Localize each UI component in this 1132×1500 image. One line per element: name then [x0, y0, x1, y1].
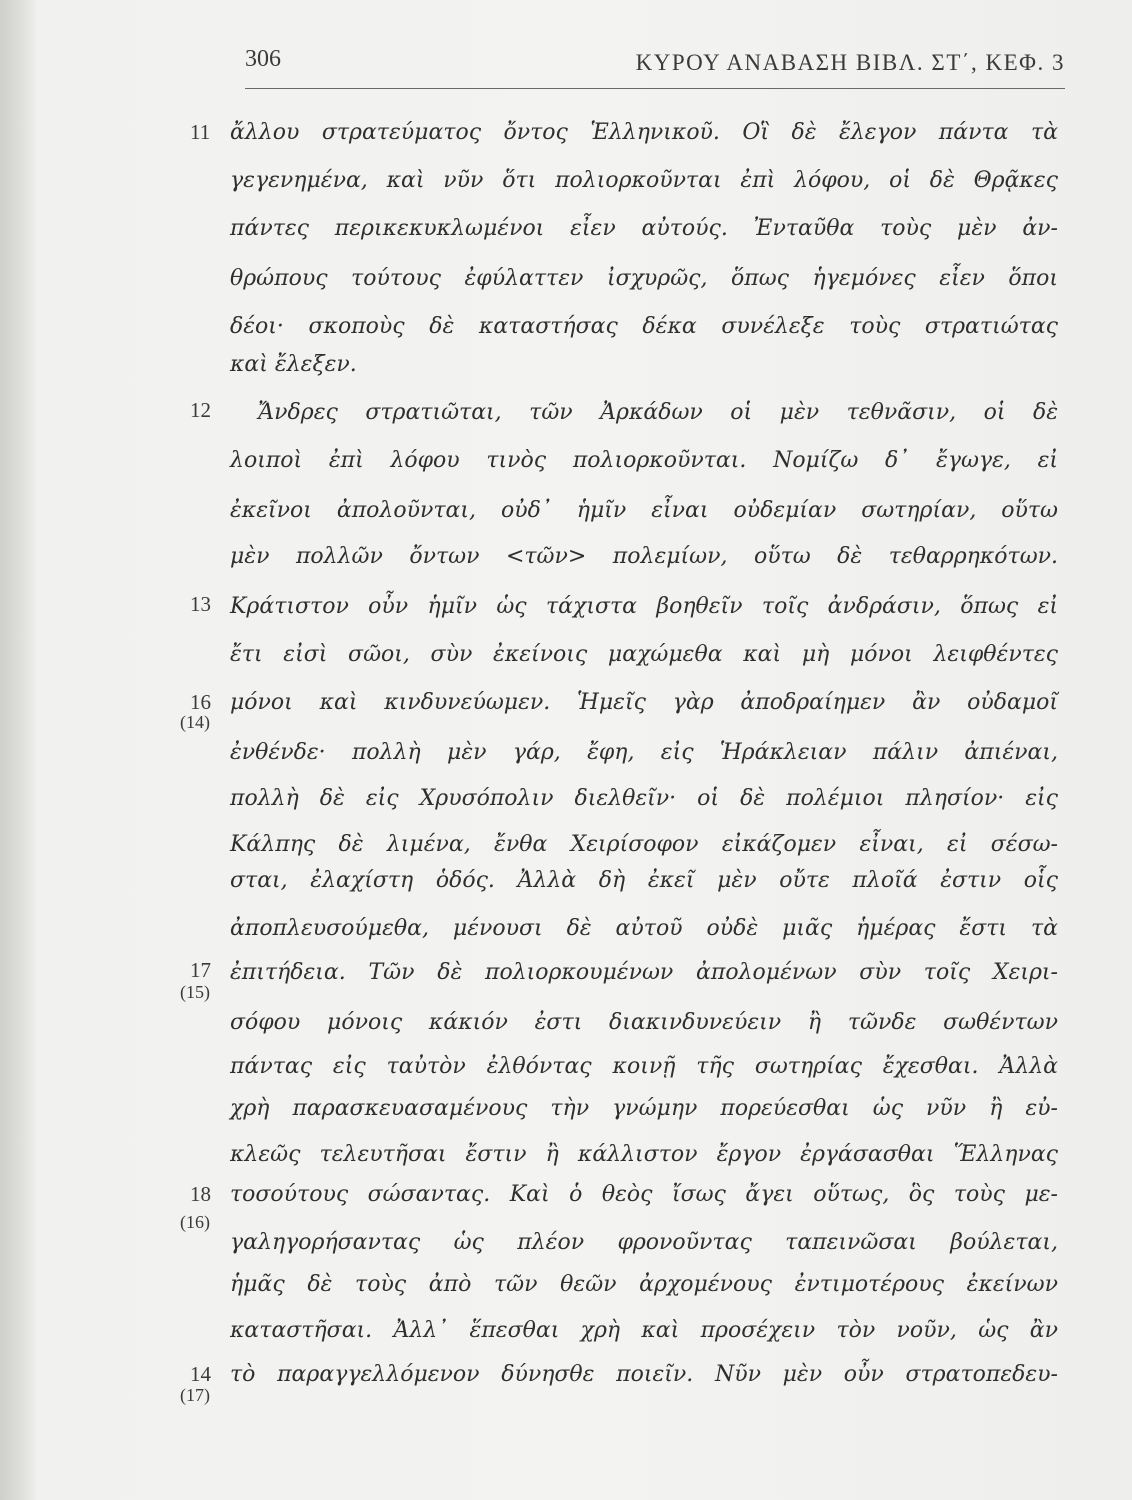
binding-shadow [0, 0, 38, 1500]
text-line: τὸ παραγγελλόμενον δύνησθε ποιεῖν. Νῦν μὲν οὖν στρατοπεδευ- [230, 1362, 1058, 1387]
text-line: σται, ἐλαχίστη ὁδός. Ἀλλὰ δὴ ἐκεῖ μὲν οὔτε πλοῖά ἐστιν οἷς [230, 868, 1058, 893]
text-line: ἡμᾶς δὲ τοὺς ἀπὸ τῶν θεῶν ἀρχομένους ἐντιμοτέρους ἐκείνων [230, 1272, 1058, 1297]
alt-section-number: (15) [180, 982, 210, 1002]
section-number: 16 [190, 690, 211, 714]
text-line: σόφου μόνοις κάκιόν ἐστι διακινδυνεύειν ἢ τῶνδε σωθέντων [230, 1010, 1058, 1035]
section-number: 13 [190, 592, 211, 616]
text-line: ἄλλου στρατεύματος ὄντος Ἑλληνικοῦ. Οἳ δὲ ἔλεγον πάντα τὰ [230, 120, 1058, 145]
text-line: καὶ ἔλεξεν. [230, 352, 357, 377]
section-number: 12 [190, 398, 211, 422]
text-line: μὲν πολλῶν ὄντων <τῶν> πολεμίων, οὕτω δὲ τεθαρρηκότων. [230, 544, 1058, 569]
text-line: Κάλπης δὲ λιμένα, ἔνθα Χειρίσοφον εἰκάζομεν εἶναι, εἰ σέσω- [230, 832, 1058, 857]
text-line: ἀποπλευσούμεθα, μένουσι δὲ αὐτοῦ οὐδὲ μιᾶς ἡμέρας ἔστι τὰ [230, 916, 1058, 941]
section-number: 17 [190, 958, 211, 982]
section-number: 11 [190, 120, 211, 144]
text-line: μόνοι καὶ κινδυνεύωμεν. Ἡμεῖς γὰρ ἀποδραίημεν ἂν οὐδαμοῖ [230, 690, 1058, 715]
text-line: πολλὴ δὲ εἰς Χρυσόπολιν διελθεῖν· οἱ δὲ πολέμιοι πλησίον· εἰς [230, 786, 1058, 811]
text-line: καταστῆσαι. Ἀλλ᾽ ἕπεσθαι χρὴ καὶ προσέχειν τὸν νοῦν, ὡς ἂν [230, 1318, 1058, 1343]
text-line: κλεῶς τελευτῆσαι ἔστιν ἢ κάλλιστον ἔργον ἐργάσασθαι Ἕλληνας [230, 1142, 1058, 1167]
text-line: γαληγορήσαντας ὡς πλέον φρονοῦντας ταπεινῶσαι βούλεται, [230, 1230, 1058, 1255]
text-line: λοιποὶ ἐπὶ λόφου τινὸς πολιορκοῦνται. Νομίζω δ᾽ ἔγωγε, εἰ [230, 448, 1058, 473]
alt-section-number: (14) [180, 712, 210, 732]
header-rule [245, 88, 1065, 89]
text-line: γεγενημένα, καὶ νῦν ὅτι πολιορκοῦνται ἐπὶ λόφου, οἱ δὲ Θρᾷκες [230, 168, 1058, 193]
page-header [245, 40, 1065, 84]
text-line: δέοι· σκοποὺς δὲ καταστήσας δέκα συνέλεξε τοὺς στρατιώτας [230, 314, 1058, 339]
text-line: ἔτι εἰσὶ σῶοι, σὺν ἐκείνοις μαχώμεθα καὶ μὴ μόνοι λειφθέντες [230, 642, 1058, 667]
text-line: χρὴ παρασκευασαμένους τὴν γνώμην πορεύεσθαι ὡς νῦν ἢ εὐ- [230, 1096, 1058, 1121]
text-line: πάντας εἰς ταὐτὸν ἐλθόντας κοινῇ τῆς σωτηρίας ἔχεσθαι. Ἀλλὰ [230, 1054, 1058, 1079]
alt-section-number: (16) [180, 1212, 210, 1232]
text-line: Ἄνδρες στρατιῶται, τῶν Ἀρκάδων οἱ μὲν τεθνᾶσιν, οἱ δὲ [258, 400, 1058, 425]
text-line: πάντες περικεκυκλωμένοι εἶεν αὐτούς. Ἐνταῦθα τοὺς μὲν ἀν- [230, 216, 1058, 241]
text-line: Κράτιστον οὖν ἡμῖν ὡς τάχιστα βοηθεῖν τοῖς ἀνδράσιν, ὅπως εἰ [230, 594, 1058, 619]
section-number: 14 [190, 1362, 211, 1386]
text-line: τοσούτους σώσαντας. Καὶ ὁ θεὸς ἴσως ἄγει οὕτως, ὃς τοὺς με- [230, 1182, 1058, 1207]
section-number: 18 [190, 1182, 211, 1206]
text-line: θρώπους τούτους ἐφύλαττεν ἰσχυρῶς, ὅπως ἡγεμόνες εἶεν ὅποι [230, 266, 1058, 291]
alt-section-number: (17) [180, 1385, 210, 1405]
text-line: ἐκεῖνοι ἀπολοῦνται, οὐδ᾽ ἡμῖν εἶναι οὐδεμίαν σωτηρίαν, οὕτω [230, 498, 1058, 523]
running-head: ΚΥΡΟΥ ΑΝΑΒΑΣΗ ΒΙΒΛ. ΣΤ΄, ΚΕΦ. 3 [635, 50, 1065, 75]
text-line: ἐπιτήδεια. Τῶν δὲ πολιορκουμένων ἀπολομένων σὺν τοῖς Χειρι- [230, 960, 1058, 985]
page-number: 306 [245, 46, 281, 72]
text-line: ἐνθένδε· πολλὴ μὲν γάρ, ἔφη, εἰς Ἡράκλειαν πάλιν ἀπιέναι, [230, 740, 1058, 765]
